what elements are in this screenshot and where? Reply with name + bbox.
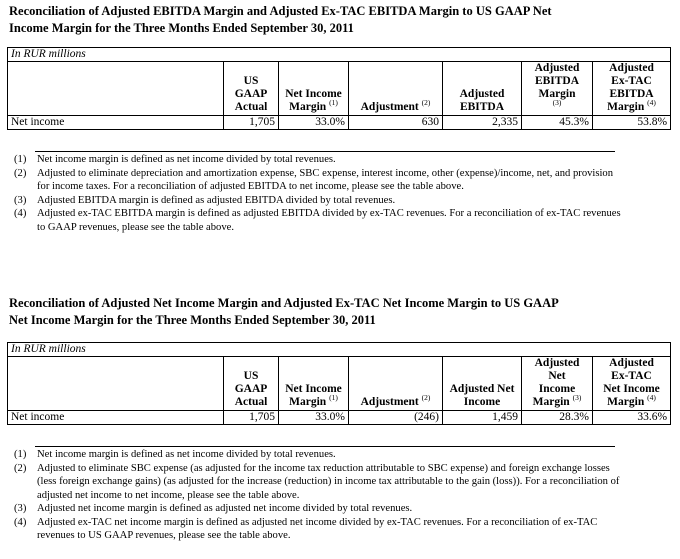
footnote-item: (3) Adjusted net income margin is defined as adjusted net income divided by total revenues. (14, 503, 413, 514)
net-income-margin-cell: 33.0% (279, 411, 349, 425)
adjustment-cell: (246) (349, 411, 443, 425)
adjusted-ebitda-cell: 2,335 (443, 116, 522, 130)
section1-unit-label: In RUR millions (8, 48, 671, 62)
footnote-item: (2) Adjusted to eliminate SBC expense (as adjusted for the income tax reduction attributable to SBC expense) and foreign exchange losses (less foreign exchange gains) (as adjusted for the increase (reduction) in income tax attributable to the gain (loss)). For a reconciliation of adjusted net income to net income, please see the table above. (14, 462, 620, 501)
section2-footnote-divider (35, 446, 615, 447)
section2-header-net-income-margin: Net Income Margin $^{(1)}$ (279, 357, 349, 411)
footnote-item: (2) Adjusted to eliminate depreciation and amortization expense, SBC expense, interest income, other (expense)/income, net, and provision for income taxes. For a reconciliation of adjusted EBITDA to net income, please see the table above. (14, 167, 614, 192)
footnote-ref: (1) (329, 393, 338, 403)
footnote-ref: (4) (647, 393, 656, 403)
footnote-ref: (2) (421, 393, 431, 403)
footnote-item: (4) Adjusted ex-TAC EBITDA margin is defined as adjusted EBITDA divided by ex-TAC revenues. For a reconciliation of ex-TAC revenues to GAAP revenues, please see the table above. (14, 208, 621, 233)
ex-tac-margin-cell: 33.6% (593, 411, 671, 425)
net-income-margin-cell: 33.0% (279, 116, 349, 130)
section1-title-line2: Income Margin for the Three Months Ended September 30, 2011 (9, 21, 354, 35)
section1-table-row (8, 116, 671, 130)
footnote-ref: (3) (572, 393, 582, 403)
adjusted-ebitda-margin-cell: 45.3% (522, 116, 593, 130)
section1-header-ex-tac-margin: Adjusted Ex-TAC EBITDA Margin $^{(4)}$ (593, 62, 671, 116)
row-label: Net income (8, 411, 224, 425)
section1-header-net-income-margin: Net Income Margin $^{(1)}$ (279, 62, 349, 116)
adjustment-cell: 630 (349, 116, 443, 130)
section1-header-adjusted-ebitda: Adjusted EBITDA (443, 62, 522, 116)
section1-header-adjustment: Adjustment $^{(2)}$ (349, 62, 443, 116)
section1-table (7, 47, 671, 130)
footnote-item: (1) Net income margin is defined as net income divided by total revenues. (14, 449, 336, 460)
section2-unit-label: In RUR millions (8, 343, 671, 357)
section1-footnotes (14, 153, 624, 234)
footnote-ref: (3) (552, 98, 562, 108)
section2-table-row (8, 411, 671, 425)
section1-header-adjusted-ebitda-margin: Adjusted EBITDA Margin $^{(3)}$ (522, 62, 593, 116)
footnote-ref: (4) (647, 98, 656, 108)
section2-header-adjustment: Adjustment $^{(2)}$ (349, 357, 443, 411)
adjusted-net-income-cell: 1,459 (443, 411, 522, 425)
footnote-ref: (1) (329, 98, 338, 108)
us-gaap-actual-cell: 1,705 (224, 411, 279, 425)
section2-header-adjusted-net-income-margin: Adjusted Net Income Margin $^{(3)}$ (522, 357, 593, 411)
section2-header-blank (8, 357, 224, 411)
section2-footnotes (14, 448, 624, 543)
section2-header-us-gaap: US GAAP Actual (224, 357, 279, 411)
section2-header-adjusted-net-income: Adjusted Net Income (443, 357, 522, 411)
row-label: Net income (8, 116, 224, 130)
section2-header-ex-tac-margin: Adjusted Ex-TAC Net Income Margin $^{(4)}$ (593, 357, 671, 411)
footnote-item: (1) Net income margin is defined as net income divided by total revenues. (14, 154, 336, 165)
section1-footnote-divider (35, 151, 615, 152)
footnote-item: (3) Adjusted EBITDA margin is defined as adjusted EBITDA divided by total revenues. (14, 194, 396, 206)
section2-title-line1: Reconciliation of Adjusted Net Income Margin and Adjusted Ex-TAC Net Income Margin to US GAAP (9, 296, 559, 310)
footnote-item: (4) Adjusted ex-TAC net income margin is defined as adjusted net income divided by ex-TAC revenues. For a reconciliation of ex-TAC revenues to US GAAP revenues, please see the table above. (14, 516, 598, 541)
section1-header-blank (8, 62, 224, 116)
ex-tac-margin-cell: 53.8% (593, 116, 671, 130)
section2-table (7, 342, 671, 425)
section1-header-us-gaap: US GAAP Actual (224, 62, 279, 116)
footnote-ref: (2) (421, 98, 431, 108)
adjusted-net-income-margin-cell: 28.3% (522, 411, 593, 425)
section2-title (9, 295, 649, 329)
section1-title-line1: Reconciliation of Adjusted EBITDA Margin and Adjusted Ex-TAC EBITDA Margin to US GAAP Net (9, 4, 552, 18)
section1-title (9, 3, 649, 37)
section2-title-line2: Net Income Margin for the Three Months Ended September 30, 2011 (9, 313, 376, 327)
us-gaap-actual-cell: 1,705 (224, 116, 279, 130)
